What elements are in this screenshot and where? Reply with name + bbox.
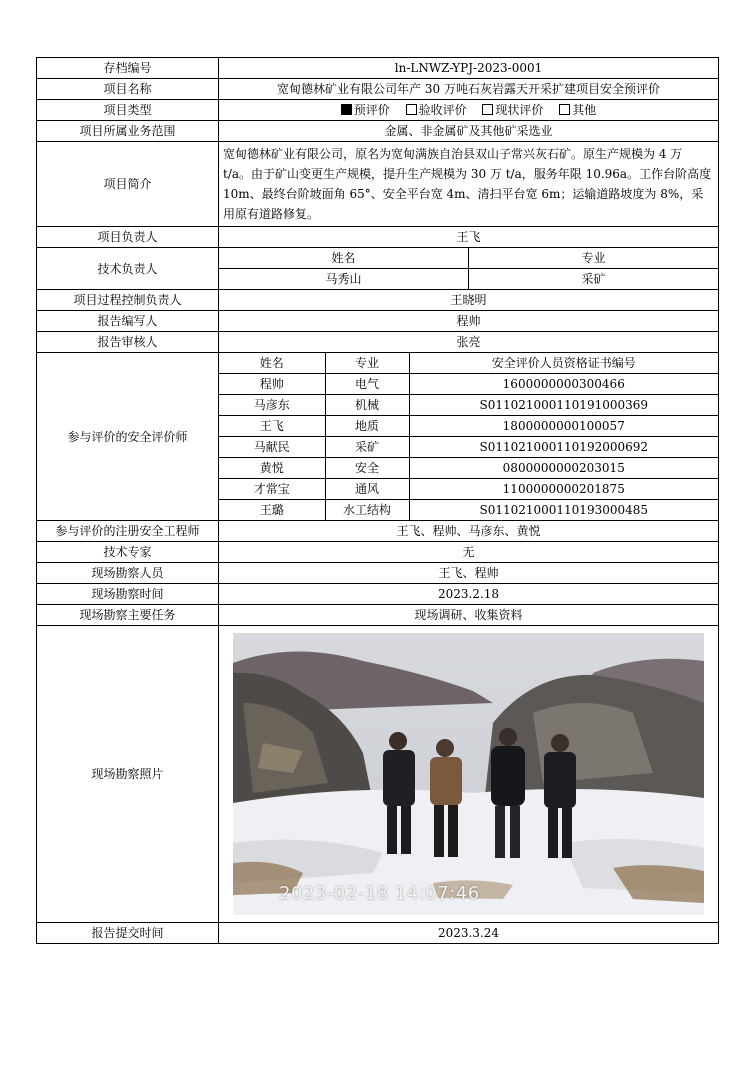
checkbox-label: 预评价	[353, 103, 390, 117]
label-archive-no: 存档编号	[37, 58, 219, 79]
evaluator-major: 采矿	[325, 437, 409, 458]
value-site-task: 现场调研、收集资料	[219, 605, 719, 626]
value-project-name: 宽甸德林矿业有限公司年产 30 万吨石灰岩露天开采扩建项目安全预评价	[219, 79, 719, 100]
row-site-task	[37, 605, 719, 626]
checkbox-unchecked-icon	[482, 104, 493, 115]
evaluator-cert: 1100000000201875	[409, 479, 718, 500]
value-project-leader: 王飞	[219, 227, 719, 248]
site-photo-image	[233, 633, 704, 915]
row-project-type	[37, 100, 719, 121]
value-business-scope: 金属、非金属矿及其他矿采选业	[219, 121, 719, 142]
row-tech-leader	[37, 248, 719, 290]
value-project-intro: 宽甸德林矿业有限公司，原名为宽甸满族自治县双山子常兴灰石矿。原生产规模为 4 万 t/a。由于矿山变更生产规模，提升生产规模为 30 万 t/a，服务年限 10.96a。工作台阶高度 10m、最终台阶坡面角 65°、安全平台宽 4m、清扫平台宽 6m；运输道路坡度为 8%，采用原有道路修复。	[219, 142, 719, 227]
evaluator-cert: 0800000000203015	[409, 458, 718, 479]
label-site-personnel: 现场勘察人员	[37, 563, 219, 584]
tech-leader-cell	[219, 248, 719, 290]
checkbox-status-evaluation[interactable]	[482, 101, 543, 119]
row-project-name	[37, 79, 719, 100]
value-report-writer: 程帅	[219, 311, 719, 332]
evaluator-major: 水工结构	[325, 500, 409, 521]
evaluator-major: 机械	[325, 395, 409, 416]
table-row	[219, 416, 718, 437]
evaluators-header-name: 姓名	[219, 353, 325, 374]
evaluators-cell	[219, 353, 719, 521]
photo-timestamp: 2023-02-18 14:07:46	[279, 883, 480, 904]
evaluators-header-cert: 安全评价人员资格证书编号	[409, 353, 718, 374]
evaluator-cert: S011021000110193000485	[409, 500, 718, 521]
evaluators-table	[219, 353, 718, 520]
row-archive-no	[37, 58, 719, 79]
evaluator-major: 通风	[325, 479, 409, 500]
value-site-personnel: 王飞、程帅	[219, 563, 719, 584]
label-report-writer: 报告编写人	[37, 311, 219, 332]
label-report-reviewer: 报告审核人	[37, 332, 219, 353]
label-tech-leader: 技术负责人	[37, 248, 219, 290]
label-project-leader: 项目负责人	[37, 227, 219, 248]
row-site-time	[37, 584, 719, 605]
tech-leader-table	[219, 248, 718, 289]
checkbox-label: 现状评价	[495, 103, 544, 117]
site-photo	[233, 633, 704, 915]
label-project-type: 项目类型	[37, 100, 219, 121]
label-project-name: 项目名称	[37, 79, 219, 100]
tech-leader-major: 采矿	[469, 269, 719, 290]
row-business-scope	[37, 121, 719, 142]
checkbox-unchecked-icon	[406, 104, 417, 115]
checkbox-unchecked-icon	[559, 104, 570, 115]
label-site-task: 现场勘察主要任务	[37, 605, 219, 626]
evaluator-name: 黄悦	[219, 458, 325, 479]
table-row	[219, 437, 718, 458]
evaluator-name: 程帅	[219, 374, 325, 395]
row-submit-time	[37, 923, 719, 944]
checkbox-label: 验收评价	[418, 103, 467, 117]
evaluator-name: 王飞	[219, 416, 325, 437]
table-row	[219, 500, 718, 521]
value-process-control: 王晓明	[219, 290, 719, 311]
value-report-reviewer: 张亮	[219, 332, 719, 353]
evaluator-major: 电气	[325, 374, 409, 395]
evaluator-cert: S011021000110192000692	[409, 437, 718, 458]
label-tech-expert: 技术专家	[37, 542, 219, 563]
table-row	[219, 458, 718, 479]
label-site-time: 现场勘察时间	[37, 584, 219, 605]
row-report-writer	[37, 311, 719, 332]
label-site-photo: 现场勘察照片	[37, 626, 219, 923]
table-row	[219, 479, 718, 500]
table-row	[219, 395, 718, 416]
tech-leader-name: 马秀山	[219, 269, 469, 290]
evaluators-header-major: 专业	[325, 353, 409, 374]
evaluator-cert: 1800000000100057	[409, 416, 718, 437]
tech-leader-header-major: 专业	[469, 248, 719, 269]
value-submit-time: 2023.3.24	[219, 923, 719, 944]
label-registered-engineers: 参与评价的注册安全工程师	[37, 521, 219, 542]
value-site-time: 2023.2.18	[219, 584, 719, 605]
archive-table	[36, 57, 719, 944]
row-site-photo	[37, 626, 719, 923]
site-photo-cell	[219, 626, 719, 923]
value-tech-expert: 无	[219, 542, 719, 563]
evaluator-major: 地质	[325, 416, 409, 437]
checkbox-checked-icon	[341, 104, 352, 115]
row-tech-expert	[37, 542, 719, 563]
label-business-scope: 项目所属业务范围	[37, 121, 219, 142]
checkbox-acceptance-evaluation[interactable]	[406, 101, 467, 119]
row-report-reviewer	[37, 332, 719, 353]
evaluator-major: 安全	[325, 458, 409, 479]
archive-form	[36, 57, 719, 944]
table-row	[219, 374, 718, 395]
evaluator-cert: S011021000110191000369	[409, 395, 718, 416]
checkbox-pre-evaluation[interactable]	[341, 101, 390, 119]
evaluators-header-row	[219, 353, 718, 374]
row-project-leader	[37, 227, 719, 248]
evaluator-name: 马献民	[219, 437, 325, 458]
row-project-intro	[37, 142, 719, 227]
row-site-personnel	[37, 563, 719, 584]
row-process-control	[37, 290, 719, 311]
tech-leader-header-name: 姓名	[219, 248, 469, 269]
row-evaluators	[37, 353, 719, 521]
evaluator-name: 王璐	[219, 500, 325, 521]
evaluator-name: 才常宝	[219, 479, 325, 500]
value-project-type	[219, 100, 719, 121]
evaluator-name: 马彦东	[219, 395, 325, 416]
row-registered-engineers	[37, 521, 719, 542]
checkbox-label: 其他	[572, 103, 597, 117]
label-process-control: 项目过程控制负责人	[37, 290, 219, 311]
value-registered-engineers: 王飞、程帅、马彦东、黄悦	[219, 521, 719, 542]
label-project-intro: 项目简介	[37, 142, 219, 227]
checkbox-other[interactable]	[559, 101, 596, 119]
label-submit-time: 报告提交时间	[37, 923, 219, 944]
value-archive-no: ln-LNWZ-YPJ-2023-0001	[219, 58, 719, 79]
label-evaluators: 参与评价的安全评价师	[37, 353, 219, 521]
evaluator-cert: 1600000000300466	[409, 374, 718, 395]
